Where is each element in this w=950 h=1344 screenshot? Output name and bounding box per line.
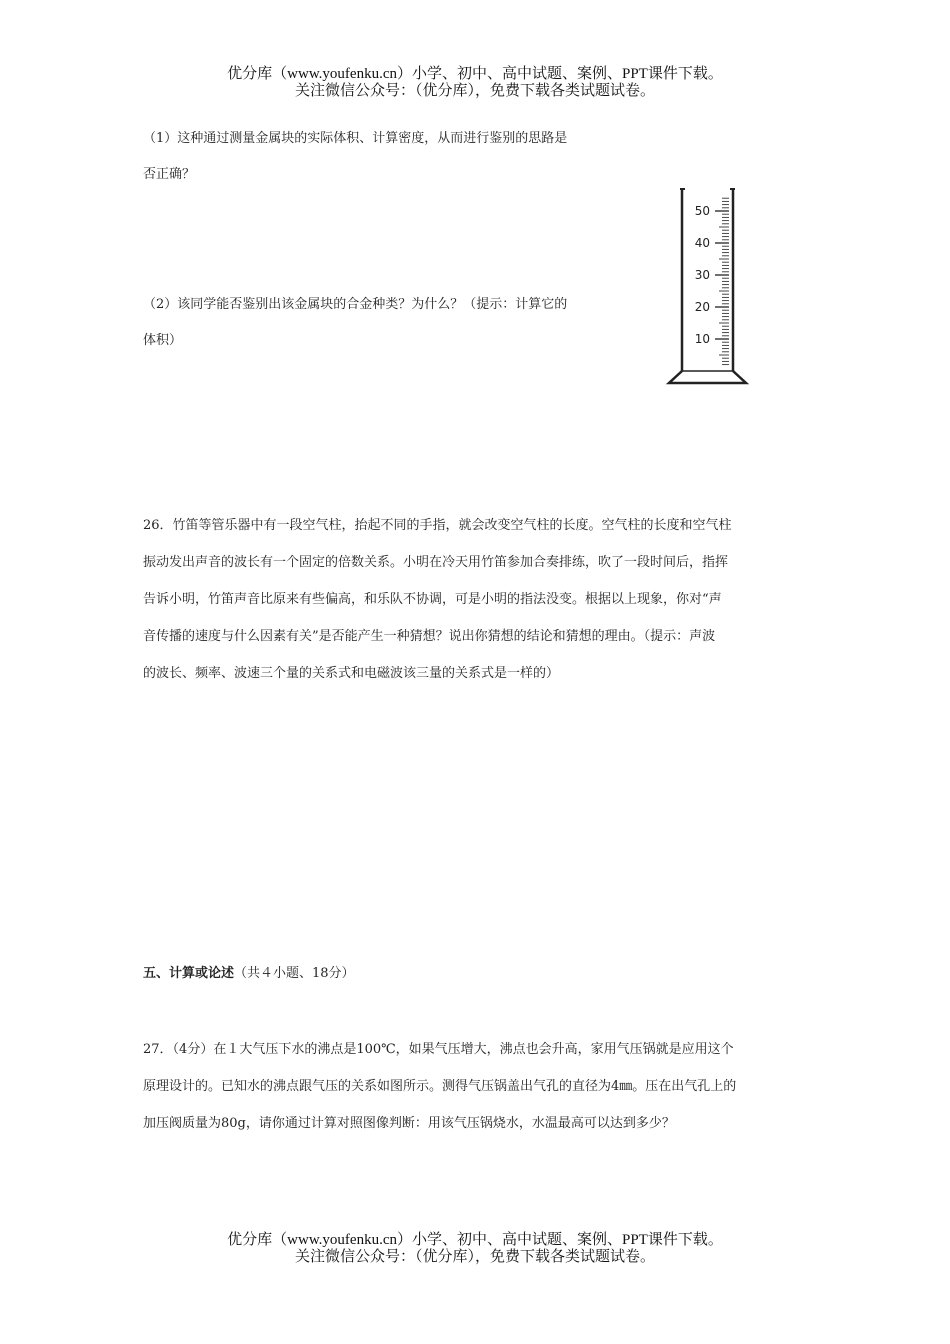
q26-line-2: 振动发出声音的波长有一个固定的倍数关系。小明在冷天用竹笛参加合奏排练，吹了一段时间后，指挥 — [143, 555, 729, 570]
scale-label: 40 — [694, 236, 710, 250]
q27-line-1: 27．（4分）在１大气压下水的沸点是100℃，如果气压增大，沸点也会升高，家用气压锅就是应用这个 — [143, 1042, 734, 1057]
cylinder-body — [669, 189, 746, 383]
q26-line-5: 的波长、频率、波速三个量的关系式和电磁波该三量的关系式是一样的） — [143, 666, 560, 681]
cylinder-scale-ticks — [715, 198, 729, 364]
q26-line-3: 告诉小明，竹笛声音比原来有些偏高，和乐队不协调，可是小明的指法没变。根据以上现象，你对“声 — [143, 592, 722, 607]
q26-line-1: 26．竹笛等管乐器中有一段空气柱，抬起不同的手指，就会改变空气柱的长度。空气柱的长度和空气柱 — [143, 518, 732, 533]
q25-part2-line2: 体积） — [143, 333, 183, 348]
cylinder-scale-labels — [695, 204, 710, 346]
cylinder-base — [669, 371, 746, 383]
q25-part1-line2: 否正确？ — [143, 167, 196, 182]
graduated-cylinder-figure — [665, 183, 750, 388]
section-note: （共４小题、18分） — [234, 966, 355, 981]
section-heading — [143, 966, 355, 982]
footer-line-1: 优分库（www.youfenku.cn）小学、初中、高中试题、案例、PPT课件下载。 — [227, 1232, 723, 1248]
q26-line-4: 音传播的速度与什么因素有关”是否能产生一种猜想？说出你猜想的结论和猜想的理由。（提示：声波 — [143, 629, 716, 644]
q25-part2-line1: （2）该同学能否鉴别出该金属块的合金种类？为什么？（提示：计算它的 — [143, 297, 568, 312]
page-header — [0, 66, 950, 100]
q27-line-3: 加压阀质量为80g，请你通过计算对照图像判断：用该气压锅烧水，水温最高可以达到多少？ — [143, 1116, 675, 1131]
footer-line-2: 关注微信公众号：（优分库），免费下载各类试题试卷。 — [294, 1249, 655, 1265]
header-line-2: 关注微信公众号：（优分库），免费下载各类试题试卷。 — [294, 83, 655, 99]
q27-line-2: 原理设计的。已知水的沸点跟气压的关系如图所示。测得气压锅盖出气孔的直径为4㎜。压在出气孔上的 — [143, 1079, 737, 1094]
scale-label: 30 — [694, 268, 710, 282]
scale-label: 50 — [694, 204, 710, 218]
section-title: 五、计算或论述 — [143, 966, 235, 981]
scale-label: 10 — [694, 332, 710, 346]
header-line-1: 优分库（www.youfenku.cn）小学、初中、高中试题、案例、PPT课件下载。 — [227, 66, 723, 82]
q25-part1-line1: （1）这种通过测量金属块的实际体积、计算密度，从而进行鉴别的思路是 — [143, 131, 568, 146]
page-footer — [0, 1232, 950, 1266]
scale-label: 20 — [694, 300, 710, 314]
